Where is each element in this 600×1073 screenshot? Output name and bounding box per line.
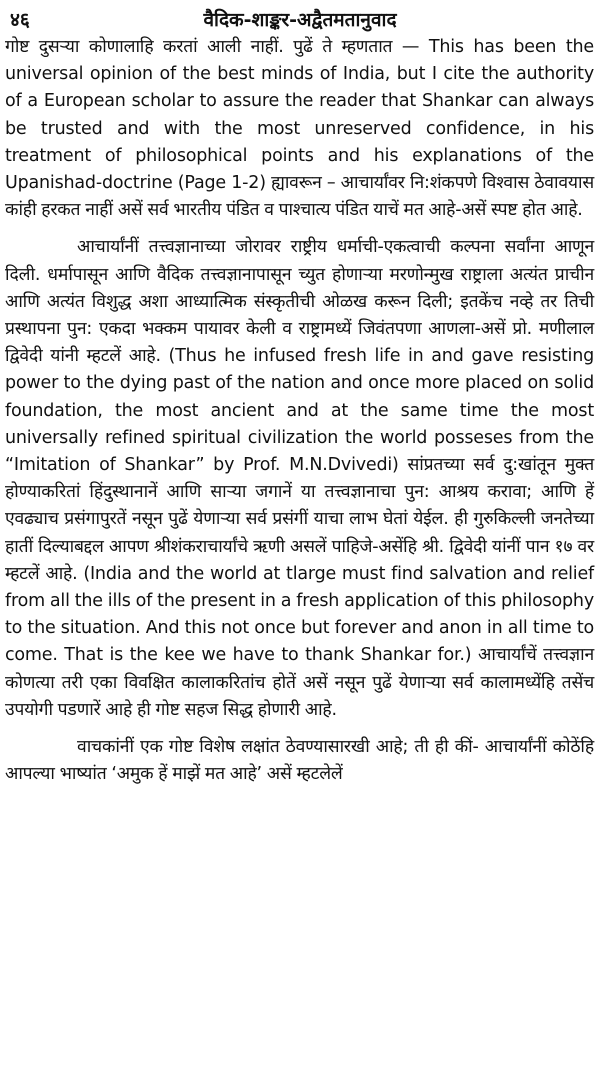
paragraph-readers-note: वाचकांनीं एक गोष्ट विशेष लक्षांत ठेवण्यासारखी आहे; ती ही कीं- आचार्यांनीं कोठेंहि आपल्या भाष्यांत ‘अमुक हें माझें मत आहे’ असें म्हटलेलें — [5, 737, 594, 785]
running-header — [10, 6, 590, 34]
page-number: ४६ — [10, 9, 30, 31]
paragraph-philosophy-revival: आचार्यांनीं तत्त्वज्ञानाच्या जोरावर राष्ट्रीय धर्माची-एकत्वाची कल्पना सर्वांना आणून दिली. धर्मापासून आणि वैदिक तत्त्वज्ञानापासून च्युत होणाऱ्या मरणोन्मुख राष्ट्राला अत्यंत प्राचीन आणि अत्यंत विशुद्ध अशा आध्यात्मिक संस्कृतीची ओळख करून दिली; इतकेंच नव्हे तर तिची प्रस्थापना पुन: एकदा भक्कम पायावर केली व राष्ट्रामध्यें जिवंतपणा आणला-असें प्रो. मणीलाल द्विवेदी यांनी म्हटलें आहे. (Thus he infused fresh life in and gave resisting power to the dying past of the nation and once more placed on solid foundation, the most ancient and at the same time the most universally refined spiritual civilization the world posseses from the “Imitation of Shankar” by Prof. M.N.Dvivedi) सांप्रतच्या सर्व दु:खांतून मुक्त होण्याकरितां हिंदुस्थानानें आणि साऱ्या जगानें या तत्त्वज्ञानाचा पुन: आश्रय करावा; आणि हें एवढ्याच प्रसंगापुरतें नसून पुढें येणाऱ्या सर्व प्रसंगीं याचा लाभ घेतां येईल. ही गुरुकिल्ली जनतेच्या हातीं दिल्याबद्दल आपण श्रीशंकराचार्यांचे ऋणी असलें पाहिजे-असेंहि श्री. द्विवेदी यांनीं पान १७ वर म्हटलें आहे. (India and the world at tlarge must find salvation and relief from all the ills of the present in a fresh application of this philosophy to the situation. And this not once but forever and anon in all time to come. That is the kee we have to thank Shankar for.) आचार्यांचें तत्त्वज्ञान कोणत्या तरी एका विवक्षित कालाकरितांच होतें असें नसून पुढें येणाऱ्या सर्व कालामध्येंहि तसेंच उपयोगी पडणारें आहे ही गोष्ट सहज सिद्ध होणारी आहे. — [5, 237, 594, 720]
running-title: वैदिक-शाङ्कर-अद्वैतमतानुवाद — [203, 9, 397, 31]
body-text — [5, 34, 594, 788]
paragraph-continuation: गोष्ट दुसऱ्या कोणालाहि करतां आली नाहीं. पुढें ते म्हणतात — This has been the universal opinion of the best minds of India, but I cite the authority of a European scholar to assure the reader that Shankar can always be trusted and with the most unreserved confidence, in his treatment of philosophical points and his explanations of the Upanishad-doctrine (Page 1-2) ह्यावरून – आचार्यांवर नि:शंकपणे विश्वास ठेवावयास कांही हरकत नाहीं असें सर्व भारतीय पंडित व पाश्चात्य पंडित याचें मत आहे-असें स्पष्ट होत आहे. — [5, 37, 594, 221]
